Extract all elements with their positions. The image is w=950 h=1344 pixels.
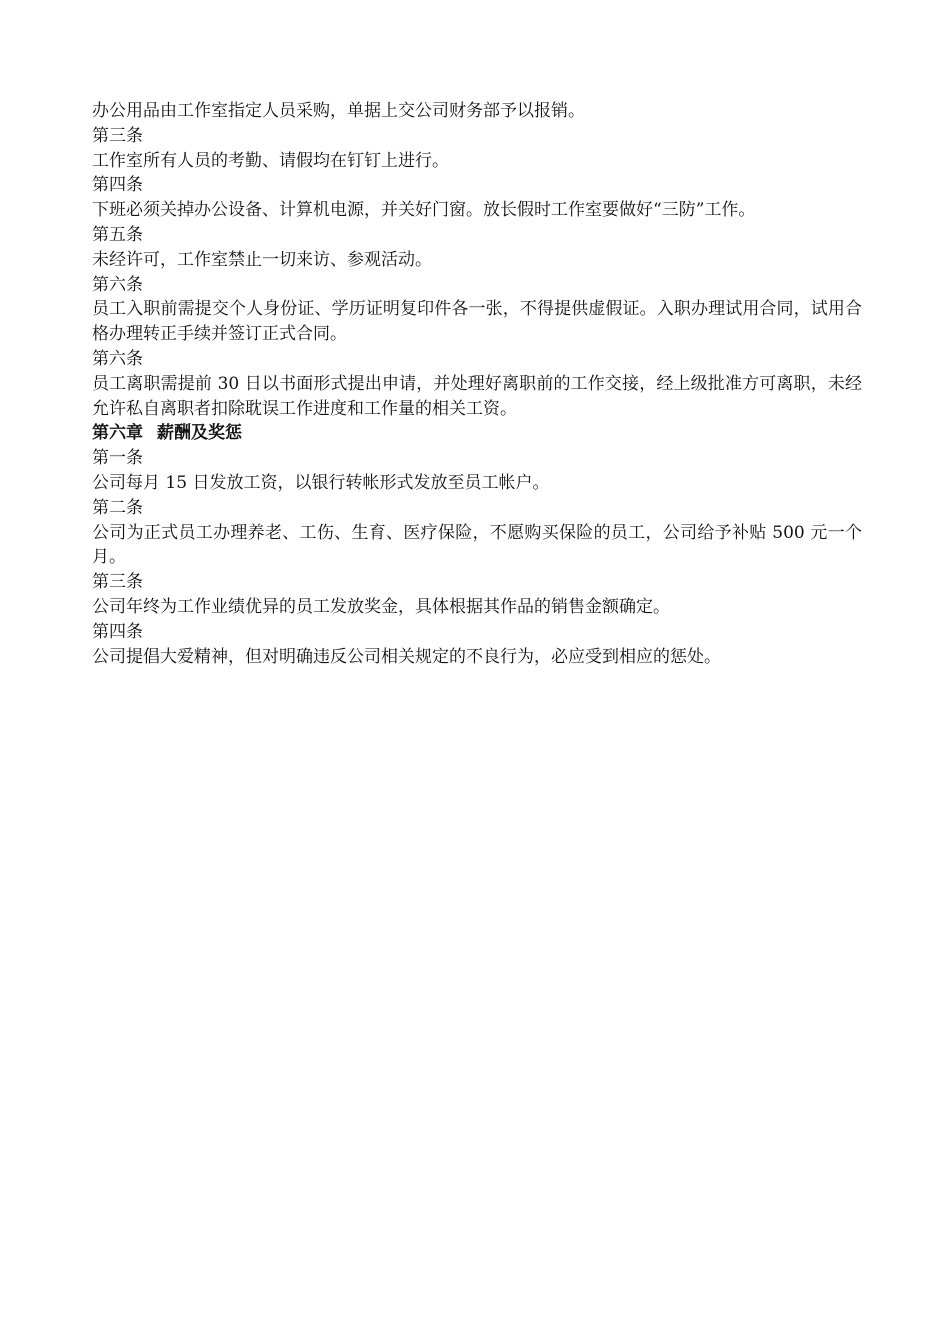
document-page bbox=[92, 99, 872, 669]
chapter-title: 薪酬及奖惩 bbox=[157, 423, 242, 444]
article-heading-2: 第二条 bbox=[92, 497, 143, 518]
paragraph-no-visits: 未经许可，工作室禁止一切来访、参观活动。 bbox=[92, 249, 432, 270]
paragraph-salary-date: 公司每月 15 日发放工资，以银行转帐形式发放至员工帐户。 bbox=[92, 472, 550, 493]
paragraph-attendance: 工作室所有人员的考勤、请假均在钉钉上进行。 bbox=[92, 150, 449, 171]
paragraph-power-off: 下班必须关掉办公设备、计算机电源，并关好门窗。放长假时工作室要做好“三防”工作。 bbox=[92, 200, 756, 221]
paragraph-insurance: 公司为正式员工办理养老、工伤、生育、医疗保险，不愿购买保险的员工，公司给予补贴 500 元一个月。 bbox=[92, 522, 862, 568]
article-heading-6b: 第六条 bbox=[92, 348, 143, 369]
paragraph-onboarding: 员工入职前需提交个人身份证、学历证明复印件各一张，不得提供虚假证。入职办理试用合同，试用合格办理转正手续并签订正式合同。 bbox=[92, 299, 862, 345]
paragraph-discipline: 公司提倡大爱精神，但对明确违反公司相关规定的不良行为，必应受到相应的惩处。 bbox=[92, 646, 721, 667]
paragraph-resignation: 员工离职需提前 30 日以书面形式提出申请，并处理好离职前的工作交接，经上级批准方可离职，未经允许私自离职者扣除耽误工作进度和工作量的相关工资。 bbox=[92, 373, 862, 419]
chapter-heading bbox=[92, 421, 872, 446]
article-heading-4: 第四条 bbox=[92, 175, 143, 196]
article-heading-1: 第一条 bbox=[92, 448, 143, 469]
article-heading-3: 第三条 bbox=[92, 125, 143, 146]
chapter-number: 第六章 bbox=[92, 423, 143, 444]
article-heading-4b: 第四条 bbox=[92, 621, 143, 642]
article-heading-5: 第五条 bbox=[92, 224, 143, 245]
article-heading-3b: 第三条 bbox=[92, 572, 143, 593]
article-heading-6a: 第六条 bbox=[92, 274, 143, 295]
paragraph-bonus: 公司年终为工作业绩优异的员工发放奖金，具体根据其作品的销售金额确定。 bbox=[92, 596, 670, 617]
paragraph-office-supplies: 办公用品由工作室指定人员采购，单据上交公司财务部予以报销。 bbox=[92, 101, 585, 121]
